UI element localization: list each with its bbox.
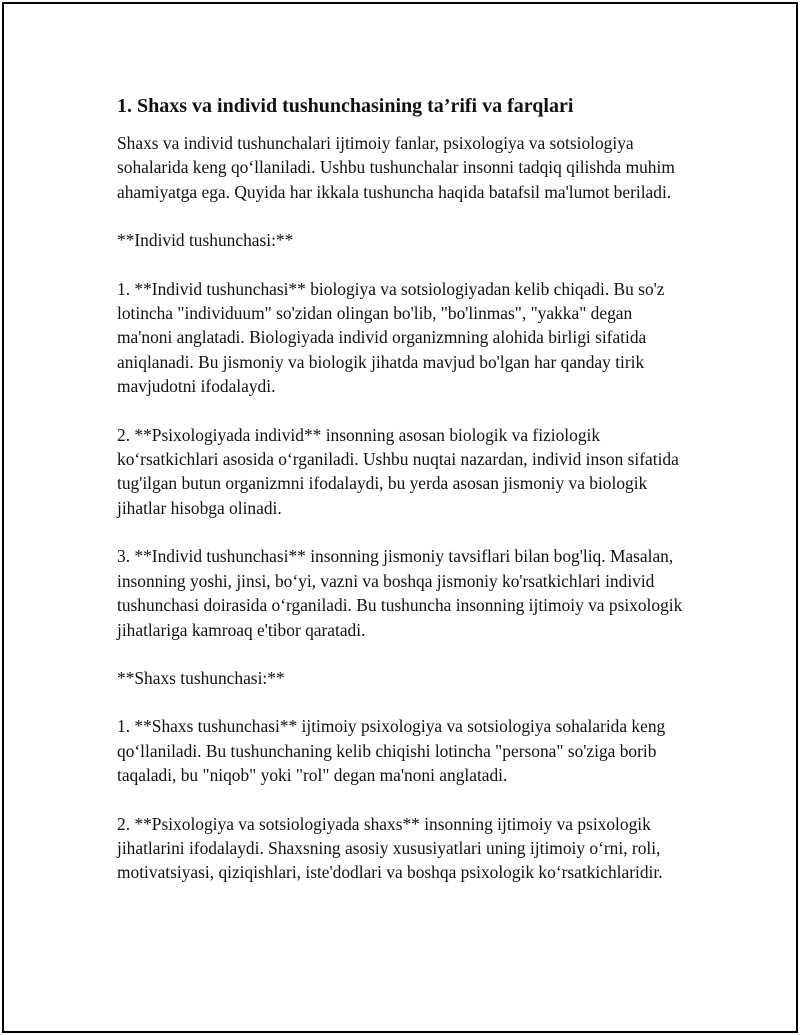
shaxs-point-1: 1. **Shaxs tushunchasi** ijtimoiy psixologiya va sotsiologiya sohalarida keng qo‘llaniladi. Bu tushunchaning kelib chiqishi lotincha "persona" so'ziga borib taqaladi, bu "niqob" yoki "rol" degan ma'noni anglatadi.: [117, 716, 666, 786]
document-body: [117, 93, 687, 909]
individ-point-3: 3. **Individ tushunchasi** insonning jismoniy tavsiflari bilan bog'liq. Masalan, insonning yoshi, jinsi, bo‘yi, vazni va boshqa jismoniy ko'rsatkichlari individ tushunchasi doirasida o‘rganiladi. Bu tushuncha insonning ijtimoiy va psixologik jihatlariga kamroaq e'tibor qaratadi.: [117, 546, 683, 640]
shaxs-heading: **Shaxs tushunchasi:**: [117, 667, 285, 688]
document-title: 1. Shaxs va individ tushunchasining ta’rifi va farqlari: [117, 95, 574, 117]
shaxs-point-2: 2. **Psixologiya va sotsiologiyada shaxs** insonning ijtimoiy va psixologik jihatlarini ifodalaydi. Shaxsning asosiy xususiyatlari uning ijtimoiy o‘rni, roli, motivatsiyasi, qiziqishlari, iste'dodlari va boshqa psixologik ko‘rsatkichlaridir.: [117, 813, 663, 883]
individ-heading: **Individ tushunchasi:**: [117, 230, 294, 251]
individ-point-1: 1. **Individ tushunchasi** biologiya va sotsiologiyadan kelib chiqadi. Bu so'z lotincha "individuum" so'zidan olingan bo'lib, "bo'linmas", "yakka" degan ma'noni anglatadi. Biologiyada individ organizmning alohida birligi sifatida aniqlanadi. Bu jismoniy va biologik jihatda mavjud bo'lgan har qanday tirik mavjudotni ifodalaydi.: [117, 278, 665, 397]
individ-point-2: 2. **Psixologiyada individ** insonning asosan biologik va fiziologik ko‘rsatkichlari asosida o‘rganiladi. Ushbu nuqtai nazardan, individ inson sifatida tug'ilgan butun organizmni ifodalaydi, bu yerda asosan jismoniy va biologik jihatlar hisobga olinadi.: [117, 424, 679, 518]
intro-paragraph: Shaxs va individ tushunchalari ijtimoiy fanlar, psixologiya va sotsiologiya sohalarida keng qo‘llaniladi. Ushbu tushunchalar insonni tadqiq qilishda muhim ahamiyatga ega. Quyida har ikkala tushuncha haqida batafsil ma'lumot beriladi.: [117, 133, 675, 202]
